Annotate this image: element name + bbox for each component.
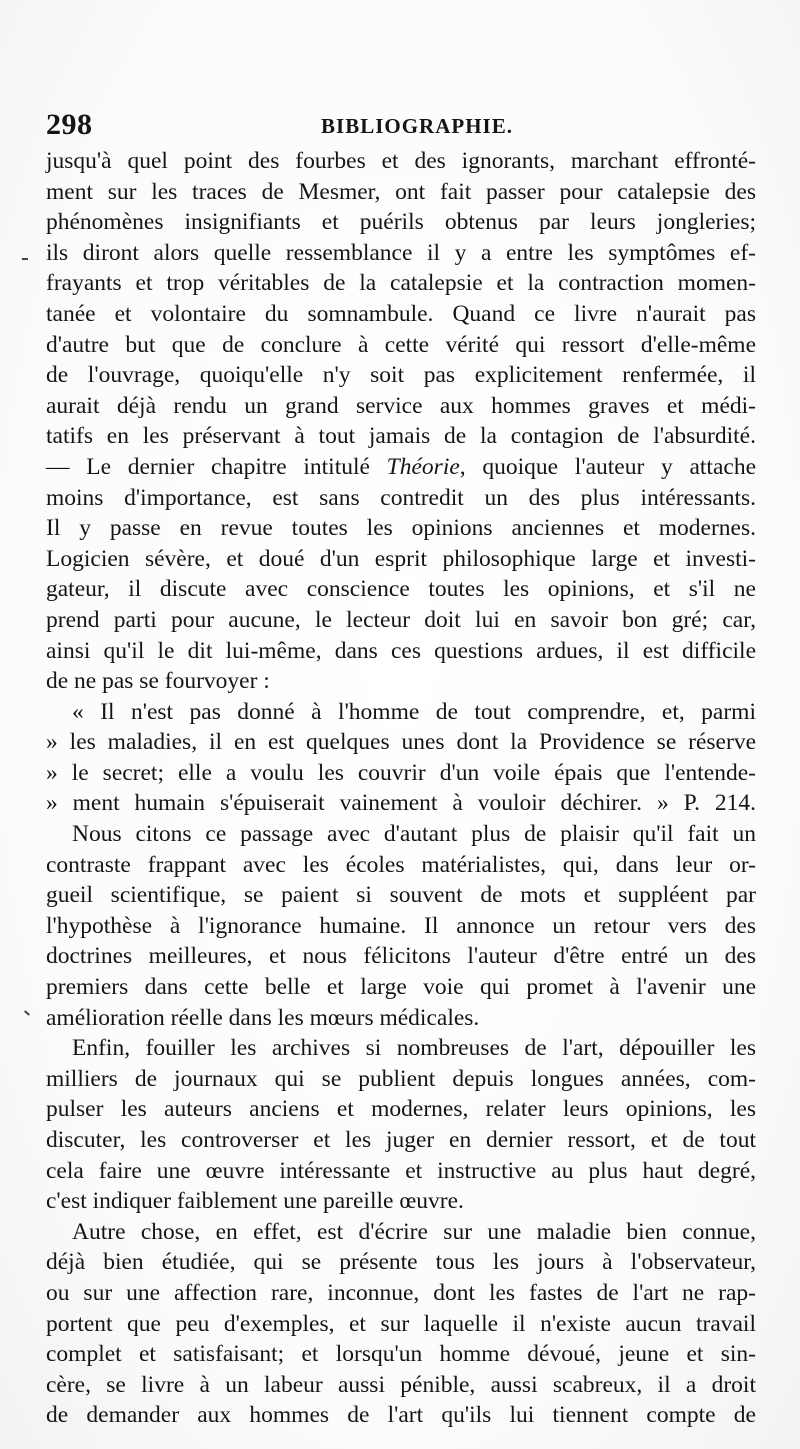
text-line: jusqu'à quel point des fourbes et des ignorants, marchant effronté-: [46, 148, 756, 174]
text-line: Autre chose, en effet, est d'écrire sur une maladie bien connue,: [72, 1218, 756, 1245]
text-line: c'est indiquer faiblement une pareille œuvre.: [46, 1188, 464, 1215]
quote-line: » les maladies, il en est quelques unes dont la Providence se réserve: [46, 729, 756, 756]
running-title: BIBLIOGRAPHIE.: [321, 114, 513, 138]
text-line: Enfin, fouiller les archives si nombreuses de l'art, dépouiller les: [72, 1035, 756, 1062]
chapter-title-italic: Théorie: [386, 453, 460, 480]
text-line: cère, se livre à un labeur aussi pénible, aussi scabreux, il a droit: [46, 1371, 756, 1398]
text-line: frayants et trop véritables de la catalepsie et la contraction momen-: [46, 270, 756, 297]
text-line: gateur, il discute avec conscience toutes les opinions, et s'il ne: [46, 576, 756, 603]
text-line: tanée et volontaire du somnambule. Quand ce livre n'aurait pas: [46, 300, 756, 327]
text-line: de demander aux hommes de l'art qu'ils lui tiennent compte de: [46, 1402, 756, 1429]
running-head: [46, 106, 752, 146]
text-line: tatifs en les préservant à tout jamais de la contagion de l'absurdité.: [46, 423, 756, 450]
text-line: ainsi qu'il le dit lui-même, dans ces questions ardues, il est difficile: [46, 637, 756, 664]
page-number: 298: [46, 108, 93, 141]
text-line: ils diront alors quelle ressemblance il y a entre les symptômes ef-: [46, 239, 756, 266]
text-line: phénomènes insignifiants et puérils obtenus par leurs jongleries;: [46, 209, 756, 236]
text-line: pulser les auteurs anciens et modernes, relater leurs opinions, les: [46, 1096, 756, 1123]
margin-mark: [24, 1010, 30, 1015]
text-line: doctrines meilleures, et nous félicitons l'auteur d'être entré un des: [46, 943, 756, 970]
text-line: premiers dans cette belle et large voie qui promet à l'avenir une: [46, 974, 756, 1001]
text-line: moins d'importance, est sans contredit un des plus intéressants.: [46, 484, 756, 511]
text-line: d'autre but que de conclure à cette vérité qui ressort d'elle-même: [46, 331, 756, 358]
text-line: discuter, les controverser et les juger en dernier ressort, et de tout: [46, 1127, 756, 1153]
text-line: déjà bien étudiée, qui se présente tous les jours à l'observateur,: [46, 1249, 756, 1276]
text-line: portent que peu d'exemples, et sur laquelle il n'existe aucun travail: [46, 1310, 756, 1337]
text-line: Logicien sévère, et doué d'un esprit philosophique large et investi-: [46, 545, 756, 572]
body-text: [46, 146, 756, 1431]
text-segment: — Le dernier chapitre intitulé: [46, 453, 370, 480]
text-line: gueil scientifique, se paient si souvent de mots et suppléent par: [46, 882, 756, 909]
text-line: ou sur une affection rare, inconnue, dont les fastes de l'art ne rap-: [46, 1279, 756, 1306]
text-segment: , quoique l'auteur y attache: [459, 453, 756, 480]
text-line: de l'ouvrage, quoiqu'elle n'y soit pas explicitement renfermée, il: [46, 362, 756, 389]
text-line: de ne pas se fourvoyer :: [46, 668, 270, 695]
text-line: cela faire une œuvre intéressante et instructive au plus haut degré,: [46, 1157, 756, 1184]
quote-line: » le secret; elle a voulu les couvrir d'un voile épais que l'entende-: [46, 759, 756, 786]
text-line: l'hypothèse à l'ignorance humaine. Il annonce un retour vers des: [46, 912, 756, 939]
margin-mark: [22, 258, 28, 260]
text-line: milliers de journaux qui se publient depuis longues années, com-: [46, 1065, 756, 1092]
quote-line: » ment humain s'épuiserait vainement à vouloir déchirer. » P. 214.: [46, 790, 756, 817]
text-line: ment sur les traces de Mesmer, ont fait passer pour catalepsie des: [46, 178, 756, 205]
text-line: prend parti pour aucune, le lecteur doit lui en savoir bon gré; car,: [46, 606, 756, 633]
text-line: contraste frappant avec les écoles matérialistes, qui, dans leur or-: [46, 851, 756, 878]
text-line-theorie: [46, 452, 756, 483]
quote-line: « Il n'est pas donné à l'homme de tout comprendre, et, parmi: [72, 698, 756, 725]
text-line: Il y passe en revue toutes les opinions anciennes et modernes.: [46, 515, 756, 542]
text-line: amélioration réelle dans les mœurs médicales.: [46, 1004, 480, 1031]
text-line: Nous citons ce passage avec d'autant plus de plaisir qu'il fait un: [72, 821, 756, 848]
text-line: complet et satisfaisant; et lorsqu'un homme dévoué, jeune et sin-: [46, 1341, 756, 1368]
text-line: aurait déjà rendu un grand service aux hommes graves et médi-: [46, 392, 756, 419]
